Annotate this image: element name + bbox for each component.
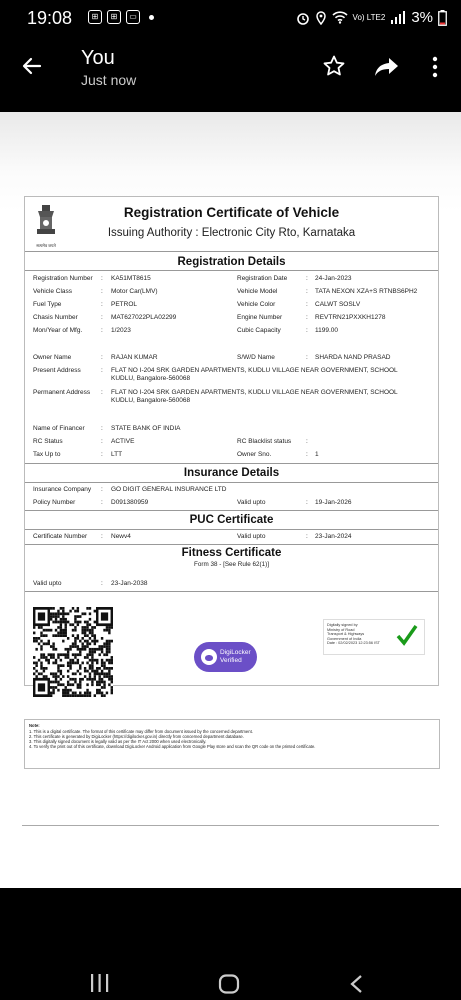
field-label: Certificate Number [33, 533, 88, 540]
field-label: Tax Up to [33, 451, 61, 458]
tv-icon: ▭ [126, 10, 140, 24]
star-icon[interactable] [322, 54, 346, 78]
registration-certificate: सत्यमेव जयते Registration Certificate of Vehicle Issuing Authority : Electronic City Rto, Karnataka Registration Details Registration Number : KA51MT8615 Registration Date : 24-Jan-2023 Vehicle Class : Motor Car(LMV) Vehicle Model : TATA NEXON XZA+S RTNBS6PH2 Fuel Type : PETROL Vehicle Color : CALWT SOSLV Chasis Number : MAT627022PLA02299 Engine Number : REVTRN21PXXKH1278 Mon/Year of Mfg. : 1/2023 Cubic Capacity : 1199.00 Owner Name : RAJAN KUMAR S/W/D Name : SHARDA NAND PRASAD Present Address : FLAT NO I-204 SRK GARDEN APARTMENTS, KUDLU VILLAGE NEAR GOVERNMENT, SCHOOL KUDLU, Bangalore-560068 Permanent Address : FLAT NO I-204 SRK GARDEN APARTMENTS, KUDLU VILLAGE NEAR GOVERNMENT, SCHOOL KUDLU, Bangalore-560068 Name of Financer : STATE BANK OF INDIA RC Status : ACTIVE RC Blacklist status : Tax Up to : LTT Owner Sno. : 1 Insurance Details Insurance Company : GO DIGIT GENERAL INSURANCE LTD Policy Number : D091380959 Valid upto : 19-Jan-2026 PUC Certificate Certificate Number : Newv4 Valid upto : 23-Jan-2024 Fitness Certificate Form 38 - [See Rule 62(1)] Valid upto : 23-Jan-2038 DigiLocker Verified Digitally signed by Ministry of Road Transport & Highways Government of India Date : 02/02/2023 12:23:56 IST [24, 196, 439, 686]
fitness-certificate-title: Fitness Certificate [181, 547, 282, 559]
fitness-valid-upto: 23-Jan-2038 [111, 580, 148, 587]
verified-check-icon [396, 624, 418, 646]
digilocker-verified-badge [194, 642, 257, 672]
divider [25, 544, 438, 545]
location-icon [315, 11, 327, 25]
insurance-company: GO DIGIT GENERAL INSURANCE LTD [111, 486, 227, 493]
alarm-icon [296, 11, 310, 25]
permanent-address-line2: KUDLU, Bangalore-560068 [111, 397, 191, 404]
digital-signature [323, 619, 425, 655]
note-line: 2. This certificate is generated by DigiLocker (https://digilocker.gov.in) directly from concerned department database. [29, 734, 244, 739]
field-label: Chasis Number [33, 314, 78, 321]
field-label: Permanent Address [33, 389, 91, 396]
status-bar [0, 0, 461, 36]
signal-icon [390, 11, 406, 24]
field-label: Vehicle Model [237, 288, 278, 295]
note-line: 3. This digitally signed document is legally valid as per the IT Act 2000 when used electronically. [29, 739, 207, 744]
financer-name: STATE BANK OF INDIA [111, 425, 181, 432]
status-time: 19:08 [27, 8, 73, 28]
field-value: TATA NEXON XZA+S RTNBS6PH2 [315, 288, 418, 295]
back-icon[interactable] [349, 974, 363, 994]
field-value: 1/2023 [111, 327, 131, 334]
badge-line1: DigiLocker [220, 649, 251, 656]
share-icon[interactable] [374, 56, 400, 78]
field-value: KA51MT8615 [111, 275, 151, 282]
issuing-authority: Issuing Authority : Electronic City Rto, Karnataka [107, 227, 356, 239]
app-bar [0, 36, 461, 112]
field-label: Owner Name [33, 354, 72, 361]
field-label: RC Blacklist status [237, 438, 292, 445]
insurance-valid-upto: 19-Jan-2026 [315, 499, 352, 506]
field-label: Cubic Capacity [237, 327, 281, 334]
recent-apps-icon[interactable] [90, 974, 110, 992]
home-icon[interactable] [218, 974, 240, 994]
divider [25, 270, 438, 271]
badge-line2: Verified [220, 657, 242, 664]
puc-certificate-number: Newv4 [111, 533, 131, 540]
battery-percent: 3% [411, 9, 433, 26]
tax-up-to: LTT [111, 451, 123, 458]
note-line: 4. To verify the print out of this certificate, download DigiLocker Android application from Google Play store and scan the QR code on the printed certificate. [29, 744, 316, 749]
policy-number: D091380959 [111, 499, 149, 506]
divider [25, 529, 438, 530]
sender-title: You [81, 47, 115, 69]
field-label: Registration Date [237, 275, 288, 282]
field-value: 24-Jan-2023 [315, 275, 352, 282]
field-value: MAT627022PLA02299 [111, 314, 177, 321]
divider [25, 251, 438, 252]
field-label: Vehicle Color [237, 301, 276, 308]
status-right [296, 9, 447, 26]
note-line: 1. This is a digital certificate. The format of this certificate may differ from document issued by the concerned department. [29, 729, 253, 734]
permanent-address-line1: FLAT NO I-204 SRK GARDEN APARTMENTS, KUDLU VILLAGE NEAR GOVERNMENT, SCHOOL [111, 389, 398, 396]
digilocker-icon [200, 648, 218, 666]
fitness-form-rule: Form 38 - [See Rule 62(1)] [194, 561, 269, 568]
field-label: Vehicle Class [33, 288, 73, 295]
network-label: Vo) LTE2 [352, 12, 386, 22]
field-label: Mon/Year of Mfg. [33, 327, 83, 334]
divider [25, 482, 438, 483]
insurance-details-title: Insurance Details [183, 467, 280, 479]
field-label: Present Address [33, 367, 81, 374]
field-label: Registration Number [33, 275, 93, 282]
notification-icon: ⊞ [107, 10, 121, 24]
owner-sno: 1 [315, 451, 319, 458]
divider [25, 591, 438, 592]
field-label: Valid upto [237, 499, 266, 506]
field-label: RC Status [33, 438, 63, 445]
field-label: S/W/D Name [237, 354, 275, 361]
field-value: Motor Car(LMV) [111, 288, 158, 295]
present-address-line1: FLAT NO I-204 SRK GARDEN APARTMENTS, KUDLU VILLAGE NEAR GOVERNMENT, SCHOOL [111, 367, 398, 374]
battery-icon [438, 10, 447, 26]
notification-icons [88, 10, 154, 24]
field-label: Name of Financer [33, 425, 85, 432]
field-value: CALWT SOSLV [315, 301, 361, 308]
timestamp: Just now [81, 72, 137, 88]
field-value: PETROL [111, 301, 138, 308]
field-label: Owner Sno. [237, 451, 272, 458]
rc-status: ACTIVE [111, 438, 135, 445]
more-options-icon[interactable] [432, 56, 438, 78]
certificate-title: Registration Certificate of Vehicle [123, 205, 340, 220]
divider [25, 463, 438, 464]
field-label: Valid upto [33, 580, 62, 587]
emblem-caption: सत्यमेव जयते [36, 243, 56, 248]
note-box [24, 719, 440, 769]
field-label: Fuel Type [33, 301, 62, 308]
field-label: Engine Number [237, 314, 283, 321]
notification-icon: ⊞ [88, 10, 102, 24]
divider [22, 825, 439, 826]
present-address-line2: KUDLU, Bangalore-560068 [111, 375, 191, 382]
field-value: REVTRN21PXXKH1278 [315, 314, 386, 321]
field-label: Policy Number [33, 499, 76, 506]
wifi-icon [332, 11, 348, 24]
puc-valid-upto: 23-Jan-2024 [315, 533, 352, 540]
divider [25, 510, 438, 511]
more-notifications-dot [149, 15, 154, 20]
field-label: Valid upto [237, 533, 266, 540]
registration-details-title: Registration Details [177, 256, 286, 268]
puc-certificate-title: PUC Certificate [189, 514, 274, 526]
owner-name: RAJAN KUMAR [111, 354, 158, 361]
image-viewer[interactable] [0, 112, 461, 888]
signature-text: Digitally signed by Ministry of Road Transport & Highways Government of India Date : 02/02/2023 12:23:56 IST [327, 623, 380, 646]
swd-name: SHARDA NAND PRASAD [315, 354, 391, 361]
note-title: Note: [29, 723, 40, 728]
field-label: Insurance Company [33, 486, 92, 493]
back-arrow-icon[interactable] [20, 54, 44, 78]
field-value: 1199.00 [315, 327, 339, 334]
navigation-bar [0, 888, 461, 1000]
qr-code [33, 607, 113, 697]
